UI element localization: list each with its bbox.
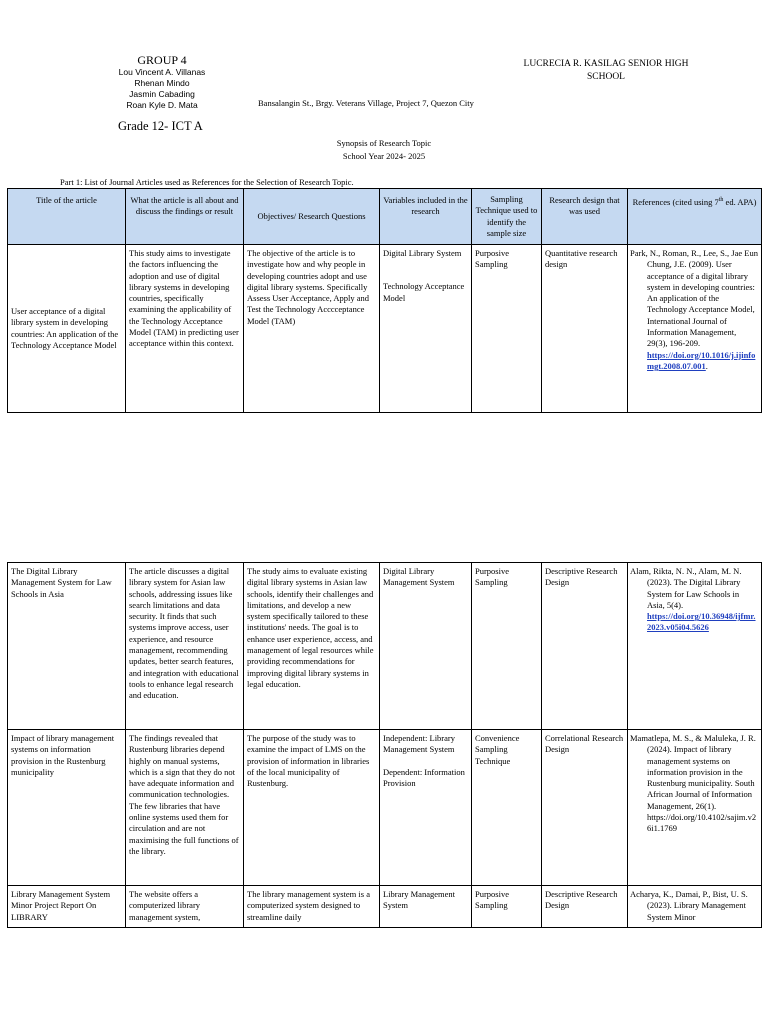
sampling-cell: Purposive Sampling <box>472 886 542 928</box>
table-header-row <box>8 189 762 245</box>
design-cell: Correlational Research Design <box>542 730 628 886</box>
reference-cell <box>628 730 762 886</box>
article-title-cell: The Digital Library Management System for Law Schools in Asia <box>8 563 126 730</box>
variables-cell: Library Management System <box>380 886 472 928</box>
synopsis-title: Synopsis of Research Topic <box>336 138 432 148</box>
grade-section: Grade 12- ICT A <box>118 119 203 133</box>
column-header: Sampling Technique used to identify the sample size <box>472 189 542 245</box>
reference-doi-link[interactable]: https://doi.org/10.36948/ijfmr.2023.v05i04.5626 <box>647 611 756 633</box>
objectives-cell: The purpose of the study was to examine the impact of LMS on the provision of information in libraries of the local municipality of Rustenburg. <box>244 730 380 886</box>
variable-text: Dependent: Information Provision <box>383 766 465 788</box>
article-title-cell: Library Management System Minor Project Report On LIBRARY <box>8 886 126 928</box>
reference-doi-link[interactable]: https://doi.org/10.1016/j.ijinfomgt.2008.07.001 <box>647 349 756 371</box>
member-name: Rhenan Mindo <box>134 78 190 88</box>
reference-cell <box>628 886 762 928</box>
article-about-cell: The website offers a computerized library management system, <box>126 886 244 928</box>
variable-text: Digital Library System <box>383 248 462 258</box>
member-name: Roan Kyle D. Mata <box>126 100 198 110</box>
reference-cell <box>628 563 762 730</box>
group-title: GROUP 4 <box>137 53 187 67</box>
school-year: School Year 2024- 2025 <box>342 151 426 161</box>
reference-text: Alam, Rikta, N. N., Alam, M. N. (2023). The Digital Library System for Law Schools in Asia, 5(4). <box>630 566 742 610</box>
member-name: Jasmin Cabading <box>129 89 195 99</box>
column-header: Variables included in the research <box>380 189 472 245</box>
member-name: Lou Vincent A. Villanas <box>118 67 206 77</box>
column-header: What the article is all about and discuss the findings or result <box>126 189 244 245</box>
school-name-line: LUCRECIA R. KASILAG SENIOR HIGH <box>523 59 689 69</box>
article-title-cell: Impact of library management systems on information provision in the Rustenburg municipality <box>8 730 126 886</box>
reference-text: Mamatlepa, M. S., & Maluleka, J. R. (2024). Impact of library management systems on information provision in the Rustenburg municipality. South African Journal of Information Management, 26(1). https://doi.org/10.4102/sajim.v26i1.1769 <box>630 733 757 834</box>
sampling-cell: Purposive Sampling <box>472 245 542 413</box>
article-title-cell: User acceptance of a digital library system in developing countries: An application of the Technology Acceptance Model <box>8 245 126 413</box>
school-address: Bansalangin St., Brgy. Veterans Village, Project 7, Quezon City <box>258 98 474 108</box>
column-header: Research design that was used <box>542 189 628 245</box>
reference-cell <box>628 245 762 413</box>
school-name-line: SCHOOL <box>586 72 625 82</box>
reference-tail: . <box>705 360 708 371</box>
column-header: Title of the article <box>8 189 126 245</box>
sampling-cell: Purposive Sampling <box>472 563 542 730</box>
design-cell: Descriptive Research Design <box>542 886 628 928</box>
design-cell: Descriptive Research Design <box>542 563 628 730</box>
variables-cell: Digital Library Management System <box>380 563 472 730</box>
table-row <box>8 245 762 413</box>
column-header: Objectives/ Research Questions <box>244 189 380 245</box>
article-about-cell: This study aims to investigate the factors influencing the adoption and use of digital library systems in developing countries, specifically examining the applicability of the Technology Acceptance Model (TAM) in predicting user acceptance within this context. <box>126 245 244 413</box>
part-label: Part 1: List of Journal Articles used as References for the Selection of Research Topic. <box>60 177 354 187</box>
variables-cell <box>380 245 472 413</box>
article-about-cell: The findings revealed that Rustenburg libraries depend highly on manual systems, which is a sign that they do not have adequate information and communication technologies. The few libraries that have online systems used them for circulation and are not maximising the full functions of the library. <box>126 730 244 886</box>
references-table-continued <box>7 562 762 928</box>
table-row <box>8 730 762 886</box>
objectives-cell: The library management system is a computerized system designed to streamline daily <box>244 886 380 928</box>
school-name <box>510 58 702 84</box>
variable-text: Independent: Library Management System <box>383 733 455 755</box>
table-row <box>8 886 762 928</box>
reference-text: Acharya, K., Damai, P., Bist, U. S. (2023). Library Management System Minor <box>630 889 748 922</box>
variable-text: Technology Acceptance Model <box>383 281 465 303</box>
objectives-cell: The objective of the article is to investigate how and why people in developing countries adopt and use digital library systems. Specifically Assess User Acceptance, Apply and Test the Technology Acccceptance Model (TAM) <box>244 245 380 413</box>
objectives-cell: The study aims to evaluate existing digital library systems in Asian law schools, identify their challenges and limitations, and develop a new system specifically tailored to these institutions' needs. The goal is to enhance user experience, access, and management of legal resources while providing recommendations for improving digital library systems in legal education. <box>244 563 380 730</box>
sampling-cell: Convenience Sampling Technique <box>472 730 542 886</box>
references-table <box>7 188 762 413</box>
table-row <box>8 563 762 730</box>
reference-text: Park, N., Roman, R., Lee, S., Jae Eun Chung, J.E. (2009). User acceptance of a digital library system in developing countries: An application of the Technology Acceptance Model, International Journal of Information Management, 29(3), 196-209. <box>630 248 758 349</box>
column-header: References (cited using 7th ed. APA) <box>628 189 762 245</box>
article-about-cell: The article discusses a digital library system for Asian law schools, addressing issues like search limitations and data security. It finds that such systems improve access, user experience, and resource management, recommending updates, better search features, and integration with educational tools to enhance legal research and education. <box>126 563 244 730</box>
variables-cell <box>380 730 472 886</box>
synopsis-heading <box>0 137 768 163</box>
design-cell: Quantitative research design <box>542 245 628 413</box>
